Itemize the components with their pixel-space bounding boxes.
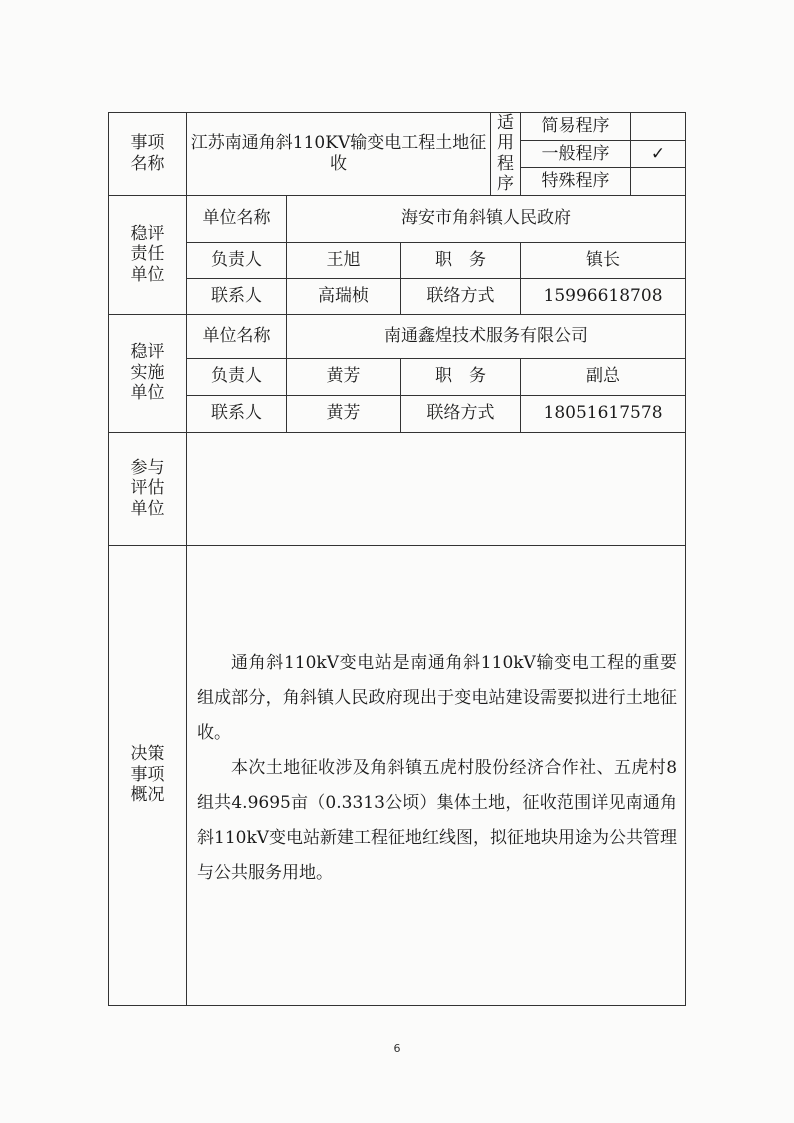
procedure-general-check-mark: ✓	[631, 140, 686, 168]
decision-overview-label: 决策 事项 概况	[109, 545, 187, 1005]
responsible-unit-name: 海安市角斜镇人民政府	[287, 195, 686, 242]
implementing-unit-label: 稳评 实施 单位	[109, 314, 187, 432]
responsible-head-label: 负责人	[187, 242, 287, 278]
responsible-contact: 高瑞桢	[287, 278, 401, 314]
implementing-head: 黄芳	[287, 358, 401, 395]
procedure-special: 特殊程序	[521, 168, 631, 196]
responsible-unit-name-label: 单位名称	[187, 195, 287, 242]
assessment-form-table	[108, 112, 686, 1006]
item-name-label: 事项 名称	[109, 113, 187, 196]
implementing-unit-name-label: 单位名称	[187, 314, 287, 358]
responsible-position: 镇长	[521, 242, 686, 278]
responsible-phone: 15996618708	[521, 278, 686, 314]
responsible-head: 王旭	[287, 242, 401, 278]
item-name-value: 江苏南通角斜110KV输变电工程土地征收	[187, 113, 491, 196]
page-number: 6	[393, 1042, 401, 1055]
responsible-contact-label: 联系人	[187, 278, 287, 314]
implementing-head-label: 负责人	[187, 358, 287, 395]
implementing-phone-label: 联络方式	[401, 395, 521, 432]
participating-unit-label: 参与 评估 单位	[109, 432, 187, 545]
procedure-general: 一般程序	[521, 140, 631, 168]
implementing-contact: 黄芳	[287, 395, 401, 432]
implementing-contact-label: 联系人	[187, 395, 287, 432]
procedure-special-mark	[631, 168, 686, 196]
decision-paragraph-2: 本次土地征收涉及角斜镇五虎村股份经济合作社、五虎村8组共4.9695亩（0.3313公顷）集体土地，征收范围详见南通角斜110kV变电站新建工程征地红线图，拟征地块用途为公共管理与公共服务用地。	[197, 757, 678, 883]
procedure-label: 适用 程序	[491, 113, 521, 196]
implementing-unit-name: 南通鑫煌技术服务有限公司	[287, 314, 686, 358]
responsible-unit-label: 稳评 责任 单位	[109, 195, 187, 314]
implementing-position-label: 职 务	[401, 358, 521, 395]
implementing-phone: 18051617578	[521, 395, 686, 432]
decision-paragraph-1: 通角斜110kV变电站是南通角斜110kV输变电工程的重要组成部分，角斜镇人民政府现出于变电站建设需要拟进行土地征收。	[197, 652, 678, 743]
participating-unit-value	[187, 432, 686, 545]
procedure-simple: 简易程序	[521, 113, 631, 141]
decision-overview-content	[187, 545, 686, 1005]
procedure-simple-mark	[631, 113, 686, 141]
implementing-position: 副总	[521, 358, 686, 395]
responsible-phone-label: 联络方式	[401, 278, 521, 314]
responsible-position-label: 职 务	[401, 242, 521, 278]
